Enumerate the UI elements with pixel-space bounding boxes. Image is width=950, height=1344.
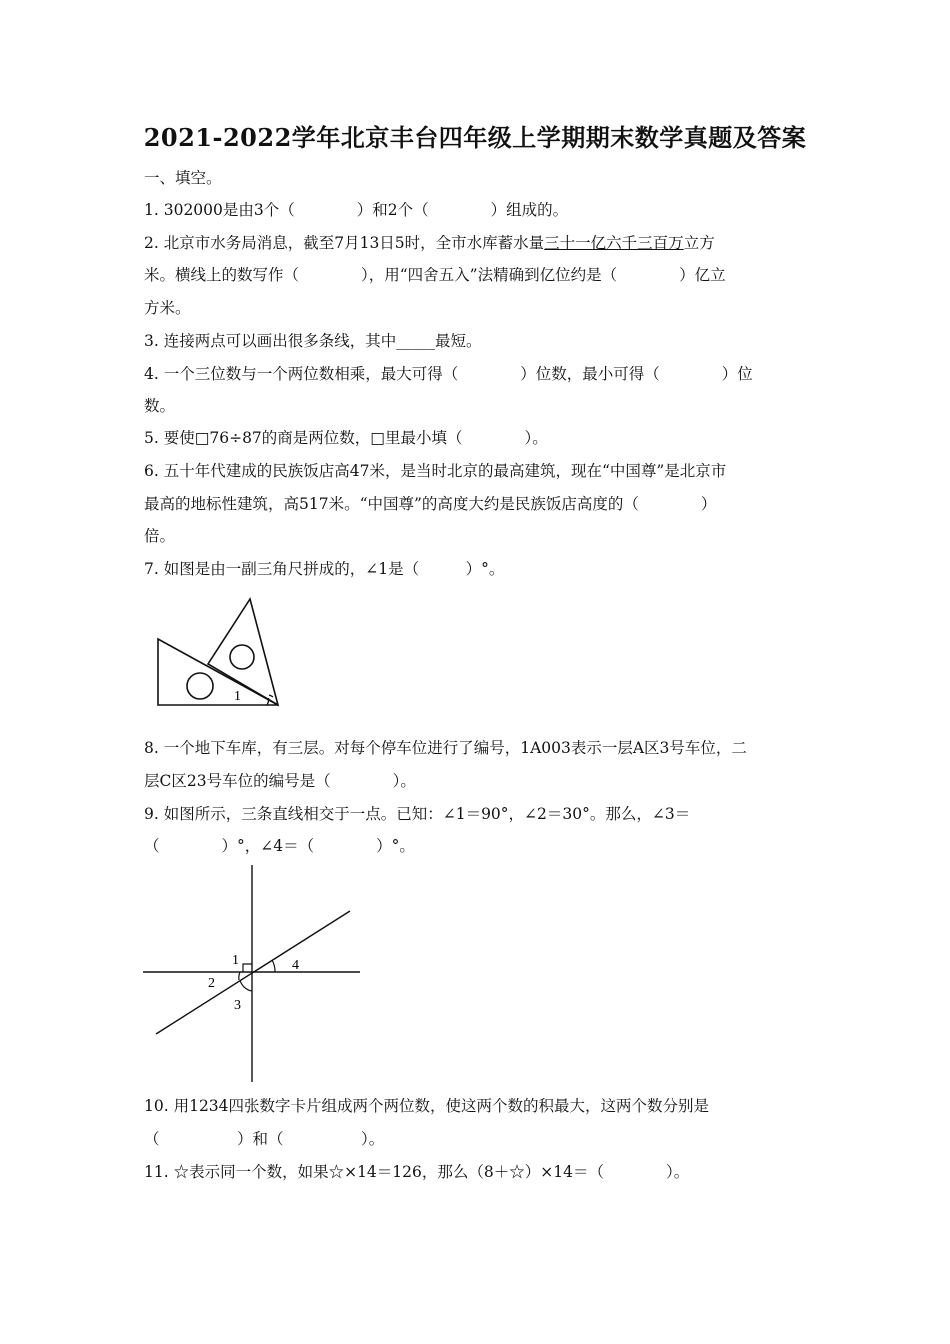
question-6-line-2: 最高的地标性建筑，高517米。“中国尊”的高度大约是民族饭店高度的（ ） (144, 495, 717, 513)
question-8-line-1: 8. 一个地下车库，有三层。对每个停车位进行了编号，1A003表示一层A区3号车位，二 (144, 739, 747, 757)
angle-3-label: 3 (234, 998, 241, 1013)
question-2-text: 2. 北京市水务局消息，截至7月13日5时，全市水库蓄水量 (144, 234, 545, 252)
angle-arc (240, 980, 252, 991)
angle-1-label: 1 (234, 689, 241, 704)
question-1: 1. 302000是由3个（ ）和2个（ ）组成的。 (144, 201, 569, 219)
section-heading: 一、填空。 (144, 169, 222, 187)
hole-circle (230, 645, 254, 669)
question-3: 3. 连接两点可以画出很多条线，其中_____最短。 (144, 332, 482, 350)
question-9-line-1: 9. 如图所示，三条直线相交于一点。已知：∠1＝90°，∠2＝30°。那么，∠3＝ (144, 805, 691, 823)
question-10-line-2: （ ）和（ ）。 (144, 1130, 385, 1148)
question-10-line-1: 10. 用1234四张数字卡片组成两个两位数，使这两个数的积最大，这两个数分别是 (144, 1097, 710, 1115)
question-6-line-1: 6. 五十年代建成的民族饭店高47米，是当时北京的最高建筑，现在“中国尊”是北京市 (144, 462, 727, 480)
right-angle-mark (243, 964, 252, 972)
question-5: 5. 要使□76÷87的商是两位数，□里最小填（ ）。 (144, 429, 548, 447)
hole-circle (187, 673, 213, 699)
angle-2-label: 2 (208, 976, 215, 991)
angle-arc (269, 695, 273, 697)
question-6-line-3: 倍。 (144, 527, 176, 545)
angle-arc (239, 972, 240, 980)
angle-arc (272, 960, 275, 972)
question-4-line-2: 数。 (144, 397, 176, 415)
question-11: 11. ☆表示同一个数，如果☆×14＝126，那么（8＋☆）×14＝（ ）。 (144, 1163, 690, 1181)
question-9-line-2: （ ）°，∠4＝（ ）°。 (144, 837, 415, 855)
isosceles-triangle (208, 599, 278, 705)
question-2-text-end: 立方 (683, 234, 715, 252)
angle-1-label: 1 (232, 953, 239, 968)
question-2-line-1 (144, 233, 715, 253)
question-2-line-3: 方米。 (144, 299, 191, 317)
question-2-line-2: 米。横线上的数写作（ ），用“四舍五入”法精确到亿位约是（ ）亿立 (144, 266, 726, 284)
document-title: 2021-2022学年北京丰台四年级上学期期末数学真题及答案 (143, 123, 807, 152)
underlined-number: 三十一亿六千三百万 (544, 234, 684, 252)
intersecting-lines-figure (140, 862, 365, 1084)
question-4-line-1: 4. 一个三位数与一个两位数相乘，最大可得（ ）位数，最小可得（ ）位 (144, 365, 753, 383)
angle-4-label: 4 (292, 958, 299, 973)
question-8-line-2: 层C区23号车位的编号是（ ）。 (144, 772, 416, 790)
triangle-rulers-figure (150, 594, 290, 710)
question-7: 7. 如图是由一副三角尺拼成的，∠1是（ ）°。 (144, 560, 505, 578)
